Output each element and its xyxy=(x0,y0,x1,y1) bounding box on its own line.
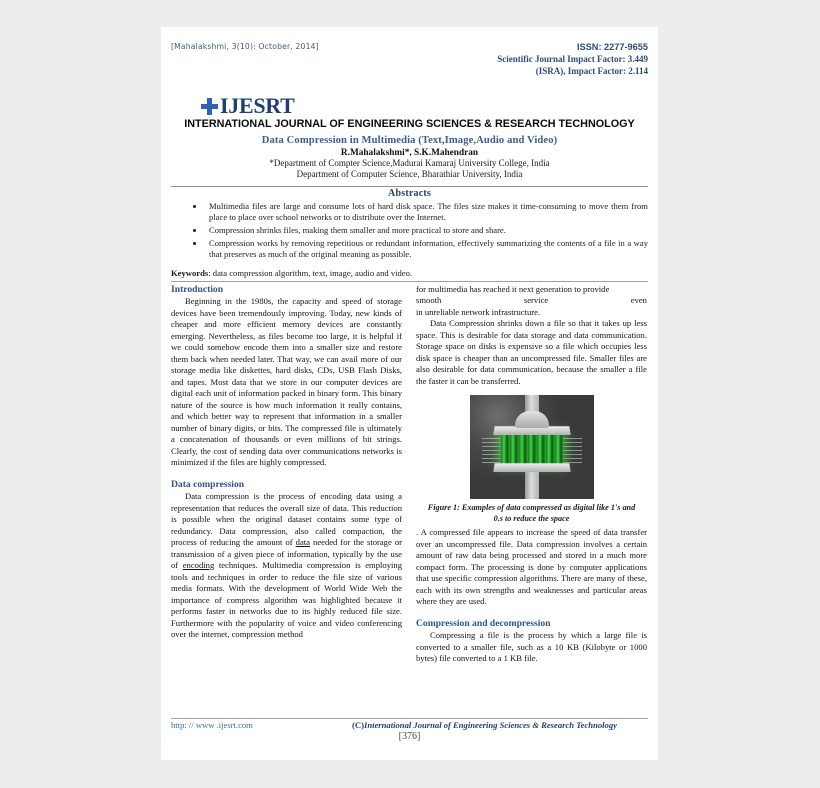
footer-copyright xyxy=(321,720,648,730)
page-footer xyxy=(171,718,648,742)
continuation-even: even xyxy=(630,295,647,306)
keywords-line xyxy=(171,268,648,278)
figure-1-block xyxy=(416,395,647,524)
compression-press-image xyxy=(470,395,594,499)
continuation-line-1: for multimedia has reached it next generation to provide xyxy=(416,283,610,294)
dc-text-a: Data compression is the process of encoding data using a representation that reduces the overall size of data. This reduction is possible when the original dataset contains some type of redundancy. Data compression, also called compaction, the process of reducing the amount of xyxy=(171,491,402,548)
footer-url-link[interactable]: http: // www .ijesrt.com xyxy=(171,720,253,730)
header-identifiers xyxy=(497,41,648,77)
data-compression-paragraph xyxy=(171,491,402,641)
affiliation-line-2: Department of Computer Science, Bharathiar University, India xyxy=(296,169,523,179)
paper-title: Data Compression in Multimedia (Text,Image,Audio and Video) xyxy=(261,134,558,146)
intro-paragraph: Beginning in the 1980s, the capacity and speed of storage devices have been tremendously improving. Today, new kinds of cheaper and more efficient memory devices are constantly emerging. Nevertheless, as files become too large, it is helpful if we could somehow encode them into a smaller size and restore them back when needed later. That way, we can avail more of our storage media like diskettes, hard disks, CDs, USB Flash Disks, and tapes. Most data that we store in our computer devices are digital each unit of information packed in binary form. This binary nature of the source is how much information it really contains, and which better way to represent that information in a smaller number of binary digits, or bits. The compressed file is ultimately a concatenation of thousands or even millions of bit strings. Clearly, the cost of sending data over communications networks is minimized if the files are highly compressed. xyxy=(171,296,402,468)
keywords-value: : data compression algorithm, text, image, audio and video. xyxy=(208,267,413,278)
divider-below-keywords xyxy=(171,281,648,282)
affiliation-line-1: *Department of Compter Science,Madurai Kamaraj University College, India xyxy=(269,157,550,168)
page-header xyxy=(171,41,648,77)
issn-text: ISSN: 2277-9655 xyxy=(577,42,648,52)
continuation-spread-line xyxy=(416,295,647,307)
footer-page-number: [376] xyxy=(398,731,421,742)
figure-1-label: Figure 1: xyxy=(427,503,460,513)
right-paragraph-2: Data Compression shrinks down a file so that it takes up less space. This is desirable for data storage and data communication. Storage space on disks is expensive so a file which occupies less disk space is cheaper than an uncompressed file. Smaller files are also desirable for data communication, because the smaller a file the faster it can be transferred. xyxy=(416,318,647,386)
figure-1-caption-text: Examples of data compressed as digital like 1's and 0.s to reduce the space xyxy=(461,503,636,523)
journal-logo-row xyxy=(171,91,648,117)
header-citation: [Mahalakshmi, 3(10): October, 2014] xyxy=(171,42,319,51)
left-column xyxy=(171,284,402,665)
continuation-smooth: smooth xyxy=(416,295,442,306)
right-column xyxy=(416,284,647,665)
dc-underline-data: data xyxy=(295,537,310,548)
list-item: • Compression shrinks files, making them smaller and more practical to store and share. xyxy=(205,225,648,236)
journal-title: INTERNATIONAL JOURNAL OF ENGINEERING SCIENCES & RESEARCH TECHNOLOGY xyxy=(184,118,635,130)
list-item: • Compression works by removing repetitious or redundant information, effectively summarizing the contents of a file in a way that preserves as much of the original meaning as possible. xyxy=(205,238,648,261)
abstract-heading: Abstracts xyxy=(388,187,431,199)
section-heading-introduction: Introduction xyxy=(171,283,224,295)
right-paragraph-3: . A compressed file appears to increase the speed of data transfer over an uncompressed file. Data compression involves a certain amount of raw data being processed and stored in a much more compact form. The processing is done by computer applications that use specific compression algorithms. There are many of these, each with its own strengths and weaknesses and particular areas where they are used. xyxy=(416,527,647,607)
keywords-label: Keywords xyxy=(171,267,209,278)
authors-line: R.Mahalakshmi*, S.K.Mahendran xyxy=(340,147,479,158)
dc-underline-encoding: encoding xyxy=(182,560,215,571)
footer-copyright-text: International Journal of Engineering Sciences & Research Technology xyxy=(363,720,617,730)
footer-row xyxy=(171,720,648,730)
continuation-service: service xyxy=(523,295,549,306)
section-heading-compression-decompression: Compression and decompression xyxy=(416,617,551,629)
list-item: • Multimedia files are large and consume lots of hard disk space. The files size makes it time-consuming to move them from place to place over school networks or to distribute over the Internet. xyxy=(205,201,648,224)
divider-above-abstract xyxy=(171,186,648,187)
dc-text-c: techniques. Multimedia compression is employing tools and techniques in order to reduce the file size of various media formats. With the development of World Wide Web the importance of compress algorithm was highlighted because it performs faster in networks due to its highly reduced file size. Furthermore with the popularity of voice and video conferencing over the internet, compression method xyxy=(171,560,403,640)
dc-text-b: needed for the storage or transmission of a given piece of information, typically by the use of xyxy=(171,537,402,571)
body-columns xyxy=(171,284,648,665)
compression-decompression-paragraph: Compressing a file is the process by which a large file is converted to a smaller file, such as a 10 KB (Kilobyte or 1000 bytes) file converted to a 1 KB file. xyxy=(416,630,647,664)
section-heading-data-compression: Data compression xyxy=(171,478,245,490)
plus-cross-icon xyxy=(201,98,218,115)
impact-factor-line-1: Scientific Journal Impact Factor: 3.449 xyxy=(497,54,648,64)
document-page xyxy=(161,27,658,760)
impact-factor-line-2: (ISRA), Impact Factor: 2.114 xyxy=(535,66,648,76)
footer-divider xyxy=(171,718,648,719)
abstract-bullet-list xyxy=(171,201,648,261)
figure-1-caption xyxy=(416,503,647,524)
footer-copyright-mark: (C) xyxy=(352,720,364,730)
continuation-line-3: in unreliable network infrastructure. xyxy=(416,306,541,317)
logo-wordmark: IJESRT xyxy=(220,93,295,118)
